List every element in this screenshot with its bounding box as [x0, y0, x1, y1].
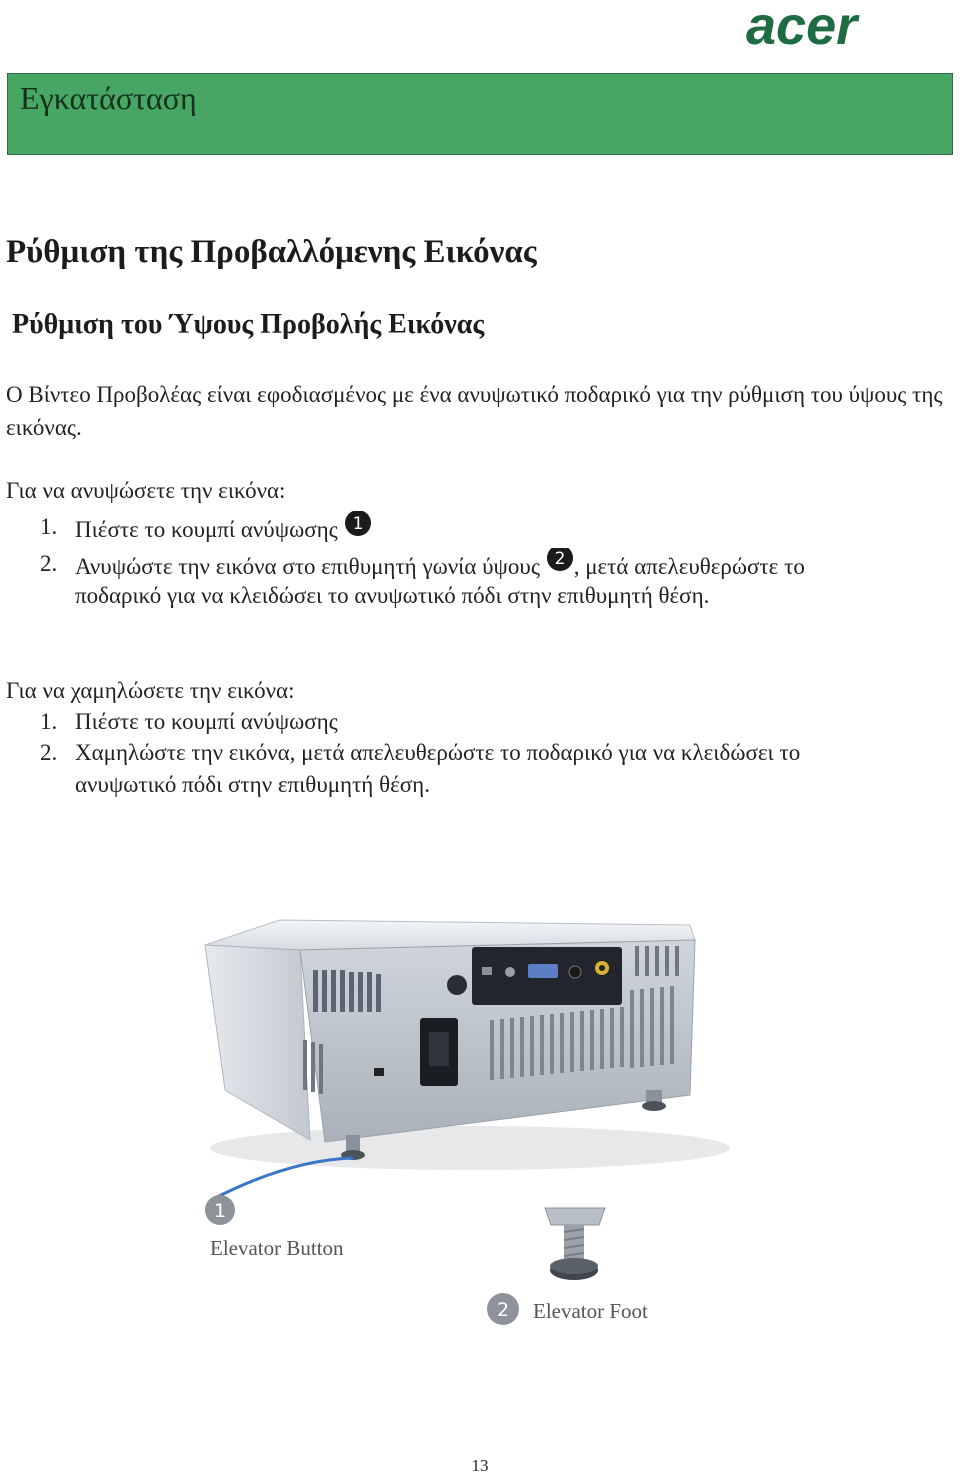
raise-step-1-number: 1.	[40, 514, 58, 539]
callout-2-dark-icon	[546, 548, 574, 576]
page-heading: Ρύθμιση της Προβαλλόμενης Εικόνας	[6, 234, 537, 270]
raise-step-1-text-wrap	[75, 511, 945, 546]
lower-step-1-text: Πιέστε το κουμπί ανύψωσης	[75, 709, 338, 734]
lower-step-1-number: 1.	[40, 709, 58, 734]
callout-1-dark-icon	[344, 511, 372, 539]
acer-logo-text: acer	[746, 0, 858, 52]
raise-step-2-continued: ποδαρικό για να κλειδώσει το ανυψωτικό πόδι στην επιθυμητή θέση.	[75, 583, 710, 608]
intro-paragraph: Ο Βίντεο Προβολέας είναι εφοδιασμένος με ένα ανυψωτικό ποδαρικό για την ρύθμιση του ύψους της εικόνας.	[6, 382, 943, 440]
lower-step-2-continued: ανυψωτικό πόδι στην επιθυμητή θέση.	[75, 772, 430, 797]
raise-step-1-text: Πιέστε το κουμπί ανύψωσης	[75, 517, 338, 542]
acer-logo	[744, 0, 924, 52]
raise-step-2-text-a: Ανυψώστε την εικόνα στο επιθυμητή γωνία ύψους	[75, 554, 540, 579]
elevator-foot-label: Elevator Foot	[533, 1299, 648, 1323]
projector-illustration	[150, 880, 740, 1350]
badge-2-number: 2	[554, 549, 566, 569]
raise-step-2-number: 2.	[40, 551, 58, 576]
lower-title: Για να χαμηλώσετε την εικόνα:	[6, 678, 295, 703]
page-subheading: Ρύθμιση του Ύψους Προβολής Εικόνας	[12, 309, 485, 340]
raise-title: Για να ανυψώσετε την εικόνα:	[6, 478, 286, 503]
section-banner	[7, 73, 953, 155]
lower-step-2-text: Χαμηλώστε την εικόνα, μετά απελευθερώστε το ποδαρικό για να κλειδώσει το	[75, 740, 801, 765]
elevator-button-label: Elevator Button	[210, 1236, 344, 1260]
callout-2-number: 2	[496, 1299, 510, 1321]
raise-step-2-text-wrap	[75, 548, 945, 583]
section-title: Εγκατάσταση	[20, 80, 197, 116]
projector-figure	[150, 880, 740, 1350]
page-number: 13	[471, 1456, 489, 1475]
callout-1-number: 1	[213, 1200, 227, 1222]
badge-1-number: 1	[352, 514, 363, 534]
lower-step-2-number: 2.	[40, 740, 58, 765]
raise-step-2-text-b: , μετά απελευθερώστε το	[573, 554, 805, 579]
